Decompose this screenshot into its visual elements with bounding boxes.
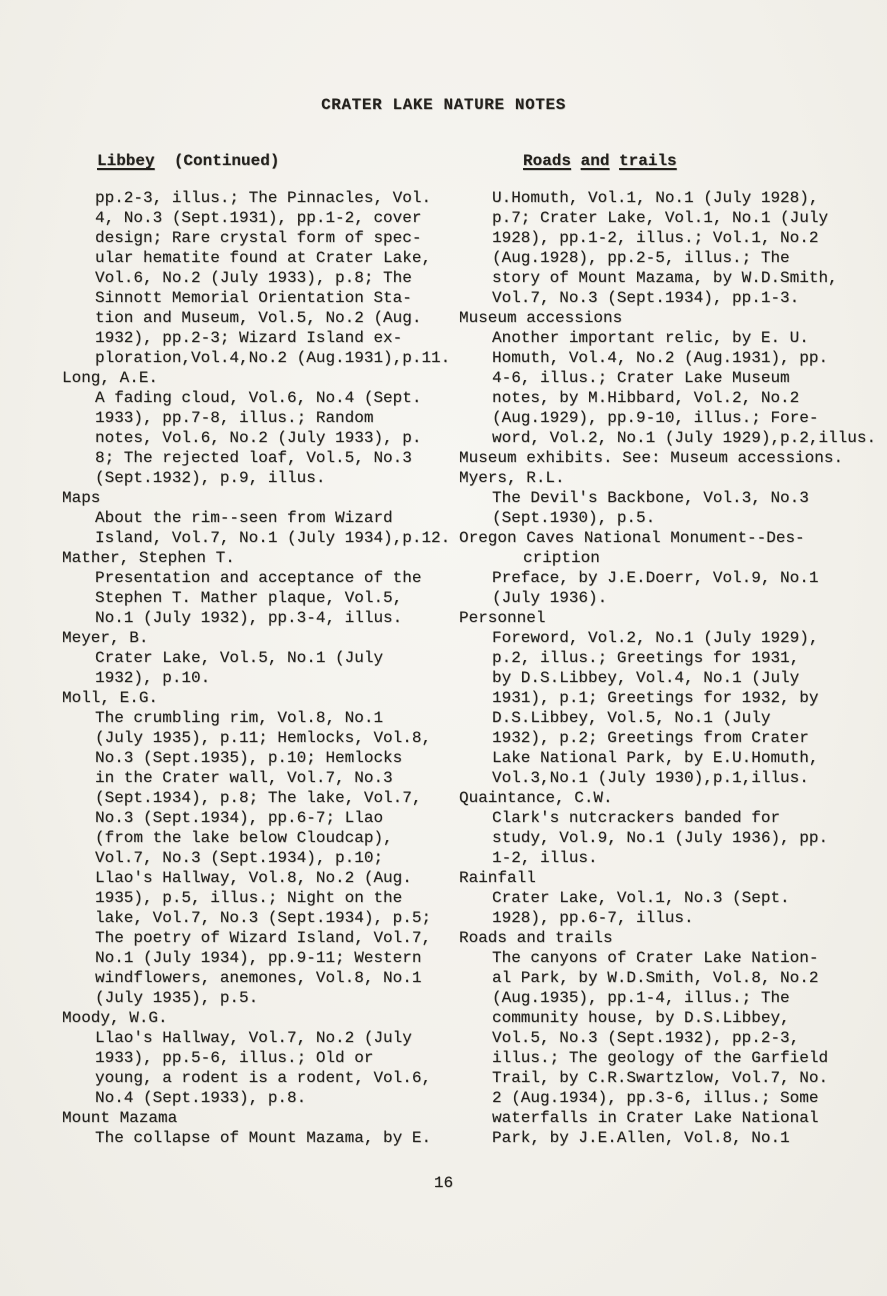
index-entry-line: The collapse of Mount Mazama, by E. xyxy=(95,1129,432,1147)
left-column-lines xyxy=(62,188,464,1148)
index-entry-line: A fading cloud, Vol.6, No.4 (Sept. xyxy=(95,389,422,407)
index-entry-line: No.1 (July 1932), pp.3-4, illus. xyxy=(95,609,403,627)
index-entry-line: Trail, by C.R.Swartzlow, Vol.7, No. xyxy=(492,1069,829,1087)
index-section-heading: Maps xyxy=(62,489,101,507)
index-entry-line: (Aug.1928), pp.2-5, illus.; The xyxy=(492,249,790,267)
index-section-heading: Moll, E.G. xyxy=(62,689,159,707)
index-entry-line: 4-6, illus.; Crater Lake Museum xyxy=(492,369,790,387)
index-section-heading: Quaintance, C.W. xyxy=(459,789,613,807)
index-entry-line: Another important relic, by E. U. xyxy=(492,329,809,347)
index-section-heading: Museum exhibits. See: Museum accessions. xyxy=(459,449,844,467)
index-entry-line: Llao's Hallway, Vol.7, No.2 (July xyxy=(95,1029,412,1047)
index-entry-line: 1-2, illus. xyxy=(492,849,598,867)
index-entry-line: pp.2-3, illus.; The Pinnacles, Vol. xyxy=(95,189,432,207)
index-entry-line: word, Vol.2, No.1 (July 1929),p.2,illus. xyxy=(492,429,877,447)
index-entry-line: The Devil's Backbone, Vol.3, No.3 xyxy=(492,489,809,507)
index-entry-line: Homuth, Vol.4, No.2 (Aug.1931), pp. xyxy=(492,349,829,367)
index-entry-line: 1928), pp.6-7, illus. xyxy=(492,909,694,927)
index-entry-line: 1932), p.2; Greetings from Crater xyxy=(492,729,809,747)
index-section-heading: Mount Mazama xyxy=(62,1109,178,1127)
index-entry-line: (July 1935), p.5. xyxy=(95,989,259,1007)
right-column-header xyxy=(523,150,871,172)
index-entry-line: (July 1936). xyxy=(492,589,608,607)
index-entry-line: tion and Museum, Vol.5, No.2 (Aug. xyxy=(95,309,422,327)
index-entry-line: The crumbling rim, Vol.8, No.1 xyxy=(95,709,384,727)
index-entry-line: (Aug.1935), pp.1-4, illus.; The xyxy=(492,989,790,1007)
index-entry-line: by D.S.Libbey, Vol.4, No.1 (July xyxy=(492,669,800,687)
index-entry-line: ular hematite found at Crater Lake, xyxy=(95,249,432,267)
index-entry-line: notes, by M.Hibbard, Vol.2, No.2 xyxy=(492,389,800,407)
index-section-heading: Roads and trails xyxy=(459,929,613,947)
index-section-heading: Personnel xyxy=(459,609,546,627)
index-entry-line: Vol.7, No.3 (Sept.1934), p.10; xyxy=(95,849,384,867)
index-section-heading: Museum accessions xyxy=(459,309,623,327)
left-column xyxy=(62,150,464,1148)
index-entry-line: The poetry of Wizard Island, Vol.7, xyxy=(95,929,432,947)
index-entry-line: Vol.7, No.3 (Sept.1934), pp.1-3. xyxy=(492,289,800,307)
index-entry-line: Clark's nutcrackers banded for xyxy=(492,809,781,827)
index-entry-line: Stephen T. Mather plaque, Vol.5, xyxy=(95,589,403,607)
index-entry-line: Crater Lake, Vol.5, No.1 (July xyxy=(95,649,384,667)
index-entry-line: notes, Vol.6, No.2 (July 1933), p. xyxy=(95,429,422,447)
index-entry-line: No.3 (Sept.1934), pp.6-7; Llao xyxy=(95,809,384,827)
index-entry-line: Lake National Park, by E.U.Homuth, xyxy=(492,749,819,767)
index-entry-line: cription xyxy=(523,549,600,567)
index-entry-line: U.Homuth, Vol.1, No.1 (July 1928), xyxy=(492,189,819,207)
index-entry-line: Vol.3,No.1 (July 1930),p.1,illus. xyxy=(492,769,809,787)
index-entry-line: Sinnott Memorial Orientation Sta- xyxy=(95,289,412,307)
index-entry-line: (Sept.1930), p.5. xyxy=(492,509,656,527)
index-entry-line: study, Vol.9, No.1 (July 1936), pp. xyxy=(492,829,829,847)
index-entry-line: Island, Vol.7, No.1 (July 1934),p.12. xyxy=(95,529,451,547)
index-entry-line: Preface, by J.E.Doerr, Vol.9, No.1 xyxy=(492,569,819,587)
index-entry-line: ploration,Vol.4,No.2 (Aug.1931),p.11. xyxy=(95,349,451,367)
right-column xyxy=(459,150,877,1148)
index-entry-line: 1928), pp.1-2, illus.; Vol.1, No.2 xyxy=(492,229,819,247)
index-entry-line: story of Mount Mazama, by W.D.Smith, xyxy=(492,269,838,287)
index-section-heading: Meyer, B. xyxy=(62,629,149,647)
index-entry-line: p.2, illus.; Greetings for 1931, xyxy=(492,649,800,667)
index-entry-line: waterfalls in Crater Lake National xyxy=(492,1109,819,1127)
index-entry-line: p.7; Crater Lake, Vol.1, No.1 (July xyxy=(492,209,829,227)
index-entry-line: (July 1935), p.11; Hemlocks, Vol.8, xyxy=(95,729,432,747)
index-section-heading: Moody, W.G. xyxy=(62,1009,168,1027)
index-entry-line: 1931), p.1; Greetings for 1932, by xyxy=(492,689,819,707)
index-section-heading: Oregon Caves National Monument--Des- xyxy=(459,529,805,547)
index-entry-line: windflowers, anemones, Vol.8, No.1 xyxy=(95,969,422,987)
index-entry-line: community house, by D.S.Libbey, xyxy=(492,1009,790,1027)
index-entry-line: (Sept.1932), p.9, illus. xyxy=(95,469,326,487)
index-entry-line: Vol.6, No.2 (July 1933), p.8; The xyxy=(95,269,412,287)
right-column-lines xyxy=(459,188,877,1148)
index-entry-line: Llao's Hallway, Vol.8, No.2 (Aug. xyxy=(95,869,412,887)
index-entry-line: 1933), pp.7-8, illus.; Random xyxy=(95,409,374,427)
index-entry-line: illus.; The geology of the Garfield xyxy=(492,1049,829,1067)
underlined-header-word: Roads xyxy=(523,152,572,170)
index-entry-line: Vol.5, No.3 (Sept.1932), pp.2-3, xyxy=(492,1029,800,1047)
index-entry-line: No.1 (July 1934), pp.9-11; Western xyxy=(95,949,422,967)
index-section-heading: Myers, R.L. xyxy=(459,469,565,487)
index-entry-line: lake, Vol.7, No.3 (Sept.1934), p.5; xyxy=(95,909,432,927)
index-entry-line: No.4 (Sept.1933), p.8. xyxy=(95,1089,307,1107)
page-number: 16 xyxy=(433,1174,454,1192)
index-entry-line: Foreword, Vol.2, No.1 (July 1929), xyxy=(492,629,819,647)
page-title: CRATER LAKE NATURE NOTES xyxy=(321,96,566,114)
underlined-header-word: and xyxy=(580,152,610,170)
index-entry-line: About the rim--seen from Wizard xyxy=(95,509,393,527)
index-section-heading: Mather, Stephen T. xyxy=(62,549,235,567)
index-entry-line: (from the lake below Cloudcap), xyxy=(95,829,393,847)
index-entry-line: 1932), p.10. xyxy=(95,669,211,687)
index-entry-line: design; Rare crystal form of spec- xyxy=(95,229,422,247)
index-entry-line: 1935), p.5, illus.; Night on the xyxy=(95,889,403,907)
index-entry-line: (Sept.1934), p.8; The lake, Vol.7, xyxy=(95,789,422,807)
underlined-header-word: trails xyxy=(619,152,677,170)
index-entry-line: (Aug.1929), pp.9-10, illus.; Fore- xyxy=(492,409,819,427)
index-section-heading: Rainfall xyxy=(459,869,536,887)
index-entry-line: 2 (Aug.1934), pp.3-6, illus.; Some xyxy=(492,1089,819,1107)
underlined-header-word: Libbey xyxy=(97,152,155,170)
index-entry-line: 8; The rejected loaf, Vol.5, No.3 xyxy=(95,449,412,467)
index-entry-line: young, a rodent is a rodent, Vol.6, xyxy=(95,1069,432,1087)
index-entry-line: 1932), pp.2-3; Wizard Island ex- xyxy=(95,329,403,347)
index-entry-line: No.3 (Sept.1935), p.10; Hemlocks xyxy=(95,749,403,767)
index-entry-line: Presentation and acceptance of the xyxy=(95,569,422,587)
index-entry-line: in the Crater wall, Vol.7, No.3 xyxy=(95,769,393,787)
left-column-header: Libbey (Continued) xyxy=(97,152,280,170)
index-entry-line: D.S.Libbey, Vol.5, No.1 (July xyxy=(492,709,771,727)
index-entry-line: 1933), pp.5-6, illus.; Old or xyxy=(95,1049,374,1067)
index-entry-line: The canyons of Crater Lake Nation- xyxy=(492,949,819,967)
index-entry-line: Crater Lake, Vol.1, No.3 (Sept. xyxy=(492,889,790,907)
index-entry-line: 4, No.3 (Sept.1931), pp.1-2, cover xyxy=(95,209,422,227)
index-entry-line: Park, by J.E.Allen, Vol.8, No.1 xyxy=(492,1129,790,1147)
index-entry-line: al Park, by W.D.Smith, Vol.8, No.2 xyxy=(492,969,819,987)
index-section-heading: Long, A.E. xyxy=(62,369,159,387)
